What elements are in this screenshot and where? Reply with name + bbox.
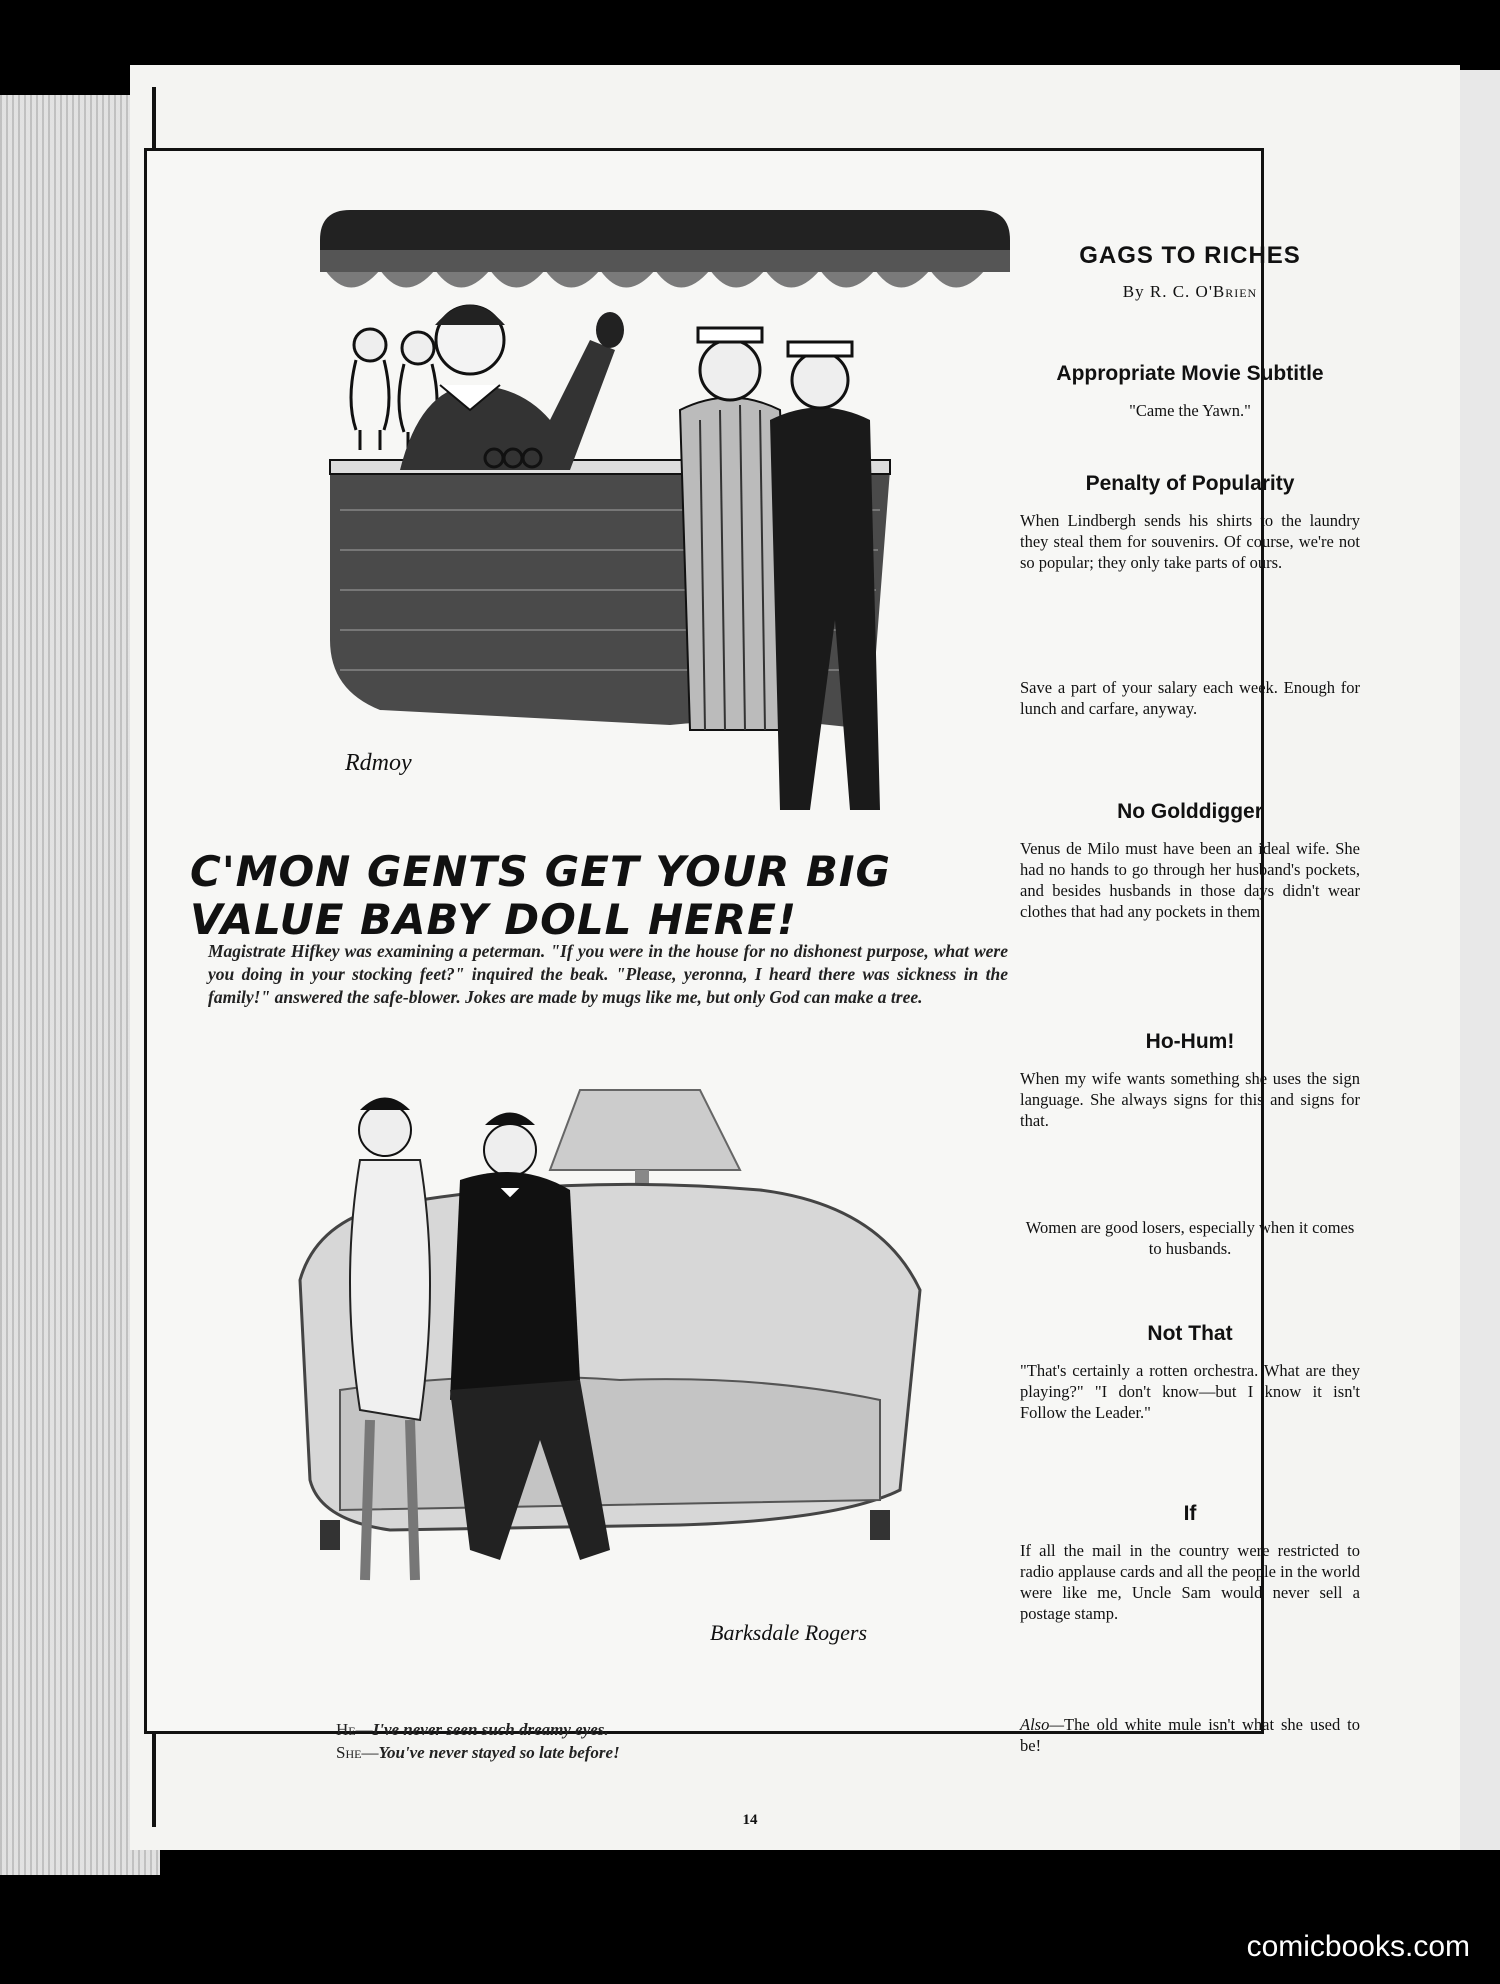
line-he-text: I've never seen such dreamy eyes.	[372, 1720, 609, 1739]
cartoon2-signature: Barksdale Rogers	[710, 1620, 868, 1645]
speaker-she: She	[336, 1743, 362, 1762]
text-also	[1020, 1714, 1360, 1756]
cartoon2-caption	[336, 1718, 936, 1764]
awning	[320, 210, 1010, 288]
cartoon1-caption: C'MON GENTS GET YOUR BIG VALUE BABY DOLL HERE!	[190, 847, 892, 944]
heading-penalty-popularity: Penalty of Popularity	[1085, 472, 1295, 495]
text-also-body: The old white mule isn't what she used to be!	[1020, 1715, 1360, 1755]
caption-line-she: She—You've never stayed so late before!	[336, 1743, 620, 1762]
next-page-edge	[1460, 70, 1500, 1850]
cartoon-sofa-couple	[280, 1080, 1020, 1700]
speaker-he: He	[336, 1720, 356, 1739]
text-also-lead: Also—	[1020, 1715, 1065, 1734]
page-number: 14	[742, 1812, 758, 1828]
heading-no-golddigger: No Golddigger	[1117, 800, 1263, 823]
column-byline	[1020, 282, 1360, 302]
line-she-text: You've never stayed so late before!	[378, 1743, 620, 1762]
text-not-that: "That's certainly a rotten orchestra. What are they playing?" "I don't know—but I know it isn't Follow the Leader."	[1020, 1361, 1360, 1422]
text-no-golddigger: Venus de Milo must have been an ideal wife. She had no hands to go through her husband's pockets, and besides husbands in those days didn't wear clothes that had any pockets in them.	[1020, 839, 1360, 921]
text-movie-subtitle: "Came the Yawn."	[1129, 401, 1251, 420]
cartoon-baby-doll-stand	[170, 170, 1030, 870]
byline-prefix: By	[1122, 282, 1145, 301]
byline-name: R. C. O'Brien	[1149, 282, 1258, 301]
caption-line-he: He—I've never seen such dreamy eyes.	[336, 1720, 609, 1739]
text-if: If all the mail in the country were restricted to radio applause cards and all the people in the world were like me, Uncle Sam would never sell a postage stamp.	[1020, 1541, 1360, 1623]
gags-column	[1020, 242, 1360, 1755]
text-penalty-popularity: When Lindbergh sends his shirts to the laundry they steal them for souvenirs. Of course, we're not so popular; they only take parts of ours.	[1020, 511, 1360, 572]
heading-if: If	[1183, 1502, 1197, 1525]
cartoon1-signature: Rdmoy	[345, 750, 412, 776]
heading-movie-subtitle: Appropriate Movie Subtitle	[1056, 362, 1324, 385]
vendor-woman	[400, 305, 624, 470]
heading-not-that: Not That	[1147, 1322, 1233, 1345]
text-ho-hum: When my wife wants something she uses the sign language. She always signs for this and signs for that.	[1020, 1069, 1360, 1130]
text-save-salary: Save a part of your salary each week. Enough for lunch and carfare, anyway.	[1020, 678, 1360, 718]
cartoon1-joke: Magistrate Hifkey was examining a peterman. "If you were in the house for no dishonest purpose, what were you doing in your stocking feet?" inquired the beak. "Please, yeronna, I heard there was sickness in the family!" answered the safe-blower. Jokes are made by mugs like me, but only God can make a tree.	[208, 941, 1008, 1007]
heading-ho-hum: Ho-Hum!	[1145, 1030, 1235, 1053]
two-men	[680, 328, 880, 810]
watermark: comicbooks.com	[1246, 1930, 1470, 1963]
text-good-losers: Women are good losers, especially when it comes to husbands.	[1025, 1218, 1355, 1258]
column-title: GAGS TO RICHES	[1079, 242, 1301, 269]
